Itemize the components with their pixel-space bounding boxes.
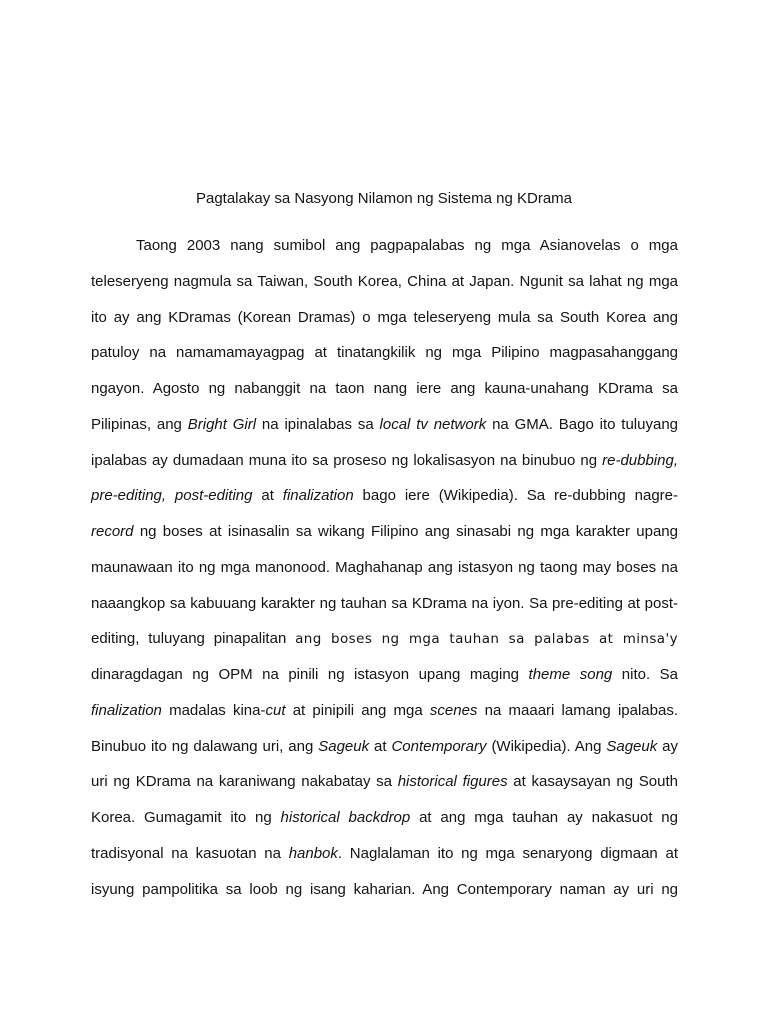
text-segment: nito. Sa bbox=[612, 666, 678, 683]
text-segment: na GMA. Bago ito tuluyang bbox=[486, 415, 679, 433]
body-line bbox=[91, 522, 678, 542]
italic-term: finalization bbox=[91, 701, 162, 719]
italic-term: Contemporary bbox=[391, 737, 487, 755]
italic-term: theme song bbox=[528, 666, 613, 683]
italic-term: local tv network bbox=[379, 415, 487, 433]
text-segment: ipalabas ay dumadaan muna ito sa proseso ng lokalisasyon na binubuo ng bbox=[91, 451, 603, 469]
text-segment: Korea. Gumagamit ito ng bbox=[91, 809, 281, 826]
body-line bbox=[91, 486, 678, 506]
italic-term: finalization bbox=[282, 487, 354, 505]
text-segment: madalas kina- bbox=[161, 701, 266, 719]
text-segment: at kasaysayan ng South bbox=[507, 773, 678, 791]
body-line bbox=[91, 379, 678, 399]
text-segment: at bbox=[252, 487, 283, 505]
text-segment: dinaragdagan ng OPM na pinili ng istasyon upang maging bbox=[91, 666, 529, 683]
italic-term: Sageuk bbox=[318, 737, 370, 755]
body-line bbox=[91, 880, 678, 900]
body-line bbox=[91, 808, 678, 828]
text-segment: at bbox=[369, 737, 392, 755]
text-segment: ito ay ang KDramas (Korean Dramas) o mga teleseryeng mula sa South Korea ang bbox=[91, 308, 678, 326]
body-line bbox=[91, 737, 678, 757]
body-line bbox=[91, 343, 678, 363]
text-segment: ay bbox=[657, 737, 678, 755]
italic-term: scenes bbox=[429, 701, 478, 719]
body-line bbox=[91, 665, 678, 685]
body-line bbox=[91, 844, 678, 864]
body-line bbox=[91, 629, 678, 649]
text-segment: na ipinalabas sa bbox=[256, 415, 380, 433]
text-segment: at ang mga tauhan ay nakasuot ng bbox=[410, 809, 678, 826]
text-segment: ngayon. Agosto ng nabanggit na taon nang iere ang kauna-unahang KDrama sa bbox=[91, 380, 678, 397]
text-segment: patuloy na namamamayagpag at tinatangkilik ng mga Pilipino magpasahanggang bbox=[91, 344, 678, 362]
body-line bbox=[91, 415, 678, 435]
text-segment: naaangkop sa kabuuang karakter ng tauhan sa KDrama na iyon. Sa pre-editing at post- bbox=[91, 594, 678, 612]
text-segment: na maaari lamang ipalabas. bbox=[477, 701, 678, 719]
italic-term: pre-editing, post-editing bbox=[91, 487, 253, 505]
body-line bbox=[91, 772, 678, 792]
document-title: Pagtalakay sa Nasyong Nilamon ng Sistema ng KDrama bbox=[195, 190, 573, 207]
body-line bbox=[91, 701, 678, 721]
body-line bbox=[91, 272, 678, 292]
text-segment: Binubuo ito ng dalawang uri, ang bbox=[91, 737, 319, 755]
italic-term: historical backdrop bbox=[280, 809, 411, 826]
body-line bbox=[91, 451, 678, 471]
alt-font-text: ang boses ng mga tauhan sa palabas at minsa'y bbox=[295, 631, 678, 648]
text-segment: maunawaan ito ng mga manonood. Maghahanap ang istasyon ng taong may boses na bbox=[91, 558, 678, 576]
text-segment: (Wikipedia). Ang bbox=[486, 737, 607, 755]
italic-term: Bright Girl bbox=[187, 415, 257, 433]
italic-term: cut bbox=[265, 701, 286, 719]
body-line bbox=[136, 236, 678, 256]
text-segment: isyung pampolitika sa loob ng isang kaharian. Ang Contemporary naman ay uri ng bbox=[91, 880, 678, 898]
body-line bbox=[91, 558, 678, 578]
italic-term: historical figures bbox=[397, 773, 508, 791]
italic-term: Sageuk bbox=[606, 737, 658, 755]
text-segment: at pinipili ang mga bbox=[285, 701, 430, 719]
text-segment: editing, tuluyang pinapalitan bbox=[91, 630, 296, 648]
body-line bbox=[91, 308, 678, 328]
body-line bbox=[91, 594, 678, 614]
text-segment: bago iere (Wikipedia). Sa re-dubbing nagre- bbox=[353, 487, 678, 505]
text-segment: teleseryeng nagmula sa Taiwan, South Korea, China at Japan. Ngunit sa lahat ng mga bbox=[91, 272, 678, 290]
italic-term: record bbox=[91, 523, 134, 540]
text-segment: Pilipinas, ang bbox=[91, 415, 188, 433]
italic-term: hanbok bbox=[288, 844, 338, 862]
italic-term: re-dubbing, bbox=[602, 451, 678, 469]
text-segment: ng boses at isinasalin sa wikang Filipino ang sinasabi ng mga karakter upang bbox=[133, 523, 678, 540]
text-segment: tradisyonal na kasuotan na bbox=[91, 844, 289, 862]
text-segment: uri ng KDrama na karaniwang nakabatay sa bbox=[91, 773, 398, 791]
text-segment: . Naglalaman ito ng mga senaryong digmaan at bbox=[337, 844, 678, 862]
text-segment: Taong 2003 nang sumibol ang pagpapalabas ng mga Asianovelas o mga bbox=[136, 237, 678, 254]
